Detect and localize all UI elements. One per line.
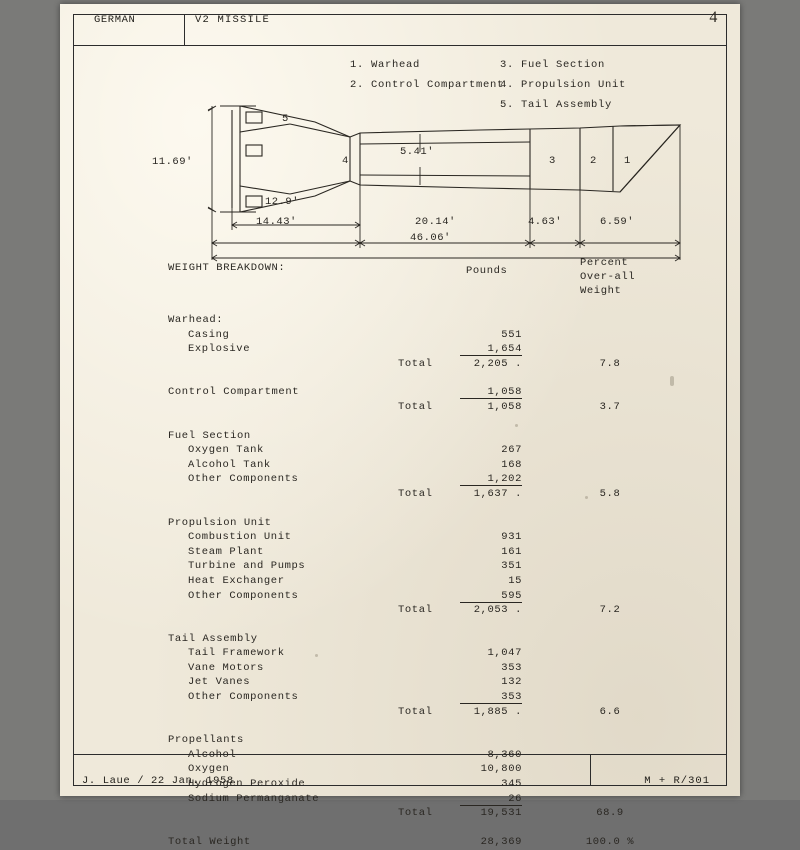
footer-author-date: J. Laue / 22 Jan. 1958	[82, 775, 234, 787]
dim-total: 46.06'	[410, 232, 451, 244]
grand-total-percent: 100.0 %	[585, 835, 635, 848]
item-value: 10,800	[480, 763, 522, 776]
item-value: 351	[501, 560, 522, 573]
item-label: Turbine and Pumps	[188, 560, 306, 573]
callout-4: 4	[342, 155, 349, 167]
item-value: 353	[460, 691, 522, 704]
table-row	[60, 386, 740, 401]
header-rule	[74, 45, 726, 46]
table-row	[60, 546, 740, 561]
item-value: 26	[460, 793, 522, 806]
total-label: Total	[398, 400, 433, 413]
item-label: Vane Motors	[188, 661, 264, 674]
percent-value: 6.6	[599, 705, 621, 718]
section-name: Tail Assembly	[168, 632, 258, 645]
table-row	[60, 662, 740, 677]
item-value: 15	[508, 574, 522, 587]
column-header-pounds: Pounds	[466, 265, 508, 277]
legend-item-1: 1. Warhead	[350, 59, 421, 71]
total-value: 1,058	[487, 400, 522, 413]
row-spacer	[60, 503, 740, 517]
header-divider	[184, 15, 185, 45]
table-row	[60, 444, 740, 459]
table-row	[60, 633, 740, 648]
item-value: 8,360	[487, 748, 522, 761]
table-title: WEIGHT BREAKDOWN:	[168, 262, 286, 274]
section-name: Warhead:	[168, 314, 224, 326]
row-spacer	[60, 822, 740, 836]
table-row	[60, 749, 740, 764]
page-speck	[515, 424, 518, 427]
item-label: Oxygen Tank	[188, 444, 264, 457]
item-label: Steam Plant	[188, 545, 264, 558]
item-value: 931	[501, 531, 522, 544]
table-row	[60, 473, 740, 488]
column-header-percent-1: Percent	[580, 257, 629, 269]
total-value: 2,205 .	[473, 357, 522, 370]
item-value: 345	[501, 778, 522, 791]
document-title: V2 MISSILE	[195, 14, 271, 26]
table-row	[60, 807, 740, 822]
grand-total-value: 28,369	[480, 835, 522, 848]
item-label: Alcohol	[188, 748, 237, 761]
table-row	[60, 517, 740, 532]
classification-label: GERMAN	[94, 14, 136, 26]
item-label: Explosive	[188, 343, 251, 356]
dim-height: 11.69'	[152, 156, 193, 168]
table-row	[60, 401, 740, 416]
table-row	[60, 590, 740, 605]
row-spacer	[60, 372, 740, 386]
total-value: 19,531	[480, 807, 522, 820]
row-spacer	[60, 720, 740, 734]
item-label: Heat Exchanger	[188, 574, 285, 587]
table-row	[60, 647, 740, 662]
table-row	[60, 575, 740, 590]
total-value: 2,053 .	[473, 604, 522, 617]
dim-4-63: 4.63'	[528, 216, 563, 228]
page-speck	[315, 654, 318, 657]
total-value: 1,637 .	[473, 487, 522, 500]
row-spacer	[60, 619, 740, 633]
percent-value: 68.9	[596, 807, 624, 820]
percent-value: 5.8	[599, 487, 621, 500]
item-value: 1,654	[460, 343, 522, 356]
table-row	[60, 358, 740, 373]
table-row	[60, 531, 740, 546]
callout-1: 1	[624, 155, 631, 167]
table-row	[60, 706, 740, 721]
callout-5: 5	[282, 113, 289, 125]
section-name: Propulsion Unit	[168, 516, 272, 529]
document-sheet	[60, 4, 740, 848]
total-label: Total	[398, 357, 433, 370]
callout-3: 3	[549, 155, 556, 167]
table-row	[60, 329, 740, 344]
total-value: 1,885 .	[473, 705, 522, 718]
dim-20-14: 20.14'	[415, 216, 456, 228]
grand-total-label: Total Weight	[168, 835, 251, 848]
row-spacer	[60, 416, 740, 430]
table-row	[60, 459, 740, 474]
table-rows	[60, 314, 740, 850]
legend-item-5: 5. Tail Assembly	[500, 99, 613, 111]
legend-item-3: 3. Fuel Section	[500, 59, 606, 71]
section-inline-value: 1,058	[460, 386, 522, 399]
page-speck	[670, 376, 674, 386]
total-label: Total	[398, 487, 433, 500]
legend-item-4: 4. Propulsion Unit	[500, 79, 627, 91]
item-label: Other Components	[188, 589, 299, 602]
item-value: 1,202	[460, 473, 522, 486]
section-name: Control Compartment	[168, 386, 300, 399]
item-label: Combustion Unit	[188, 531, 292, 544]
section-name: Propellants	[168, 734, 244, 747]
item-value: 161	[501, 545, 522, 558]
item-label: Jet Vanes	[188, 676, 251, 689]
dim-12-9: 12.9'	[265, 196, 300, 208]
table-row	[60, 343, 740, 358]
total-label: Total	[398, 604, 433, 617]
total-label: Total	[398, 705, 433, 718]
item-value: 168	[501, 458, 522, 471]
table-row	[60, 763, 740, 778]
legend-item-2: 2. Control Compartment	[350, 79, 505, 91]
table-row	[60, 488, 740, 503]
item-label: Alcohol Tank	[188, 458, 271, 471]
footer-doc-code: M + R/301	[644, 775, 710, 787]
column-header-percent-3: Weight	[580, 285, 622, 297]
item-value: 267	[501, 444, 522, 457]
item-label: Other Components	[188, 691, 299, 704]
table-row	[60, 778, 740, 793]
item-label: Sodium Permanganate	[188, 792, 320, 805]
dim-14-43: 14.43'	[256, 216, 297, 228]
column-header-percent-2: Over-all	[580, 271, 636, 283]
item-label: Oxygen	[188, 763, 230, 776]
page-number: 4	[709, 9, 718, 26]
item-value: 353	[501, 661, 522, 674]
dim-6-59: 6.59'	[600, 216, 635, 228]
table-row	[60, 691, 740, 706]
section-name: Fuel Section	[168, 429, 251, 442]
table-row	[60, 604, 740, 619]
percent-value: 7.8	[599, 357, 621, 370]
table-row	[60, 793, 740, 808]
table-row	[60, 430, 740, 445]
table-row	[60, 676, 740, 691]
item-value: 595	[460, 590, 522, 603]
item-value: 132	[501, 676, 522, 689]
missile-drawing	[60, 84, 740, 264]
item-value: 551	[501, 328, 522, 341]
item-label: Hydrogen Peroxide	[188, 778, 306, 791]
table-row	[60, 314, 740, 329]
item-label: Tail Framework	[188, 647, 285, 660]
table-row	[60, 734, 740, 749]
percent-value: 7.2	[599, 604, 621, 617]
page-speck	[585, 496, 588, 499]
item-label: Casing	[188, 328, 230, 341]
dim-fin-span: 5.41'	[400, 146, 435, 158]
missile-diagram	[60, 84, 740, 264]
weight-breakdown-table	[60, 257, 740, 850]
total-label: Total	[398, 807, 433, 820]
callout-2: 2	[590, 155, 597, 167]
item-value: 1,047	[487, 647, 522, 660]
percent-value: 3.7	[599, 400, 621, 413]
table-row	[60, 560, 740, 575]
table-row	[60, 836, 740, 850]
item-label: Other Components	[188, 473, 299, 486]
